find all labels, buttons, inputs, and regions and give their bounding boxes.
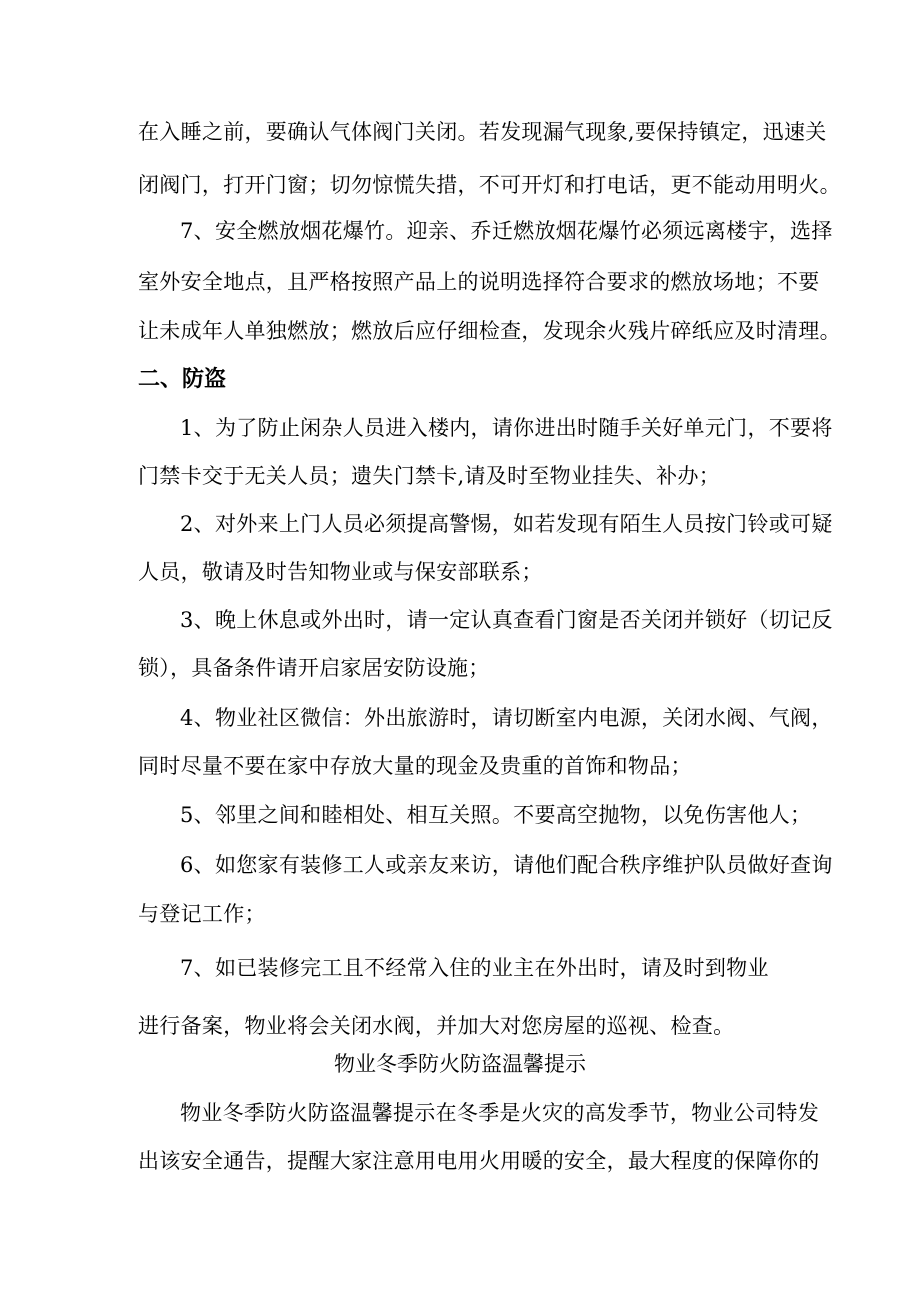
theft-item-1-line-1: 1、为了防止闲杂人员进入楼内，请你进出时随手关好单元门，不要将 <box>180 416 833 440</box>
fire-text-line-1: 在入睡之前，要确认气体阀门关闭。若发现漏气现象,要保持镇定，迅速关 <box>138 120 827 144</box>
notice-title: 物业冬季防火防盗温馨提示 <box>334 1052 586 1076</box>
notice-paragraph-line-1: 物业冬季防火防盗温馨提示在冬季是火灾的高发季节，物业公司特发 <box>180 1101 819 1125</box>
fire-text-line-2: 闭阀门，打开门窗；切勿惊慌失措，不可开灯和打电话，更不能动用明火。 <box>138 173 841 197</box>
notice-paragraph-line-2: 出该安全通告，提醒大家注意用电用火用暖的安全，最大程度的保障你的 <box>138 1149 820 1173</box>
theft-item-1-line-2: 门禁卡交于无关人员；遗失门禁卡,请及时至物业挂失、补办； <box>138 464 721 488</box>
theft-item-7-line-1: 7、如已装修完工且不经常入住的业主在外出时，请及时到物业 <box>180 956 769 980</box>
theft-section-heading: 二、防盗 <box>138 367 227 392</box>
fire-item-7-line-1: 7、安全燃放烟花爆竹。迎亲、乔迁燃放烟花爆竹必须远离楼宇，选择 <box>180 219 833 243</box>
theft-item-7-line-2: 进行备案，物业将会关闭水阀，并加大对您房屋的巡视、检查。 <box>138 1014 735 1038</box>
theft-item-2-line-1: 2、对外来上门人员必须提高警惕，如若发现有陌生人员按门铃或可疑 <box>180 512 833 536</box>
theft-item-2-line-2: 人员，敬请及时告知物业或与保安部联系； <box>138 560 543 584</box>
theft-item-5-line-1: 5、邻里之间和睦相处、相互关照。不要高空抛物，以免伤害他人； <box>180 803 812 827</box>
theft-item-4-line-2: 同时尽量不要在家中存放大量的现金及贵重的首饰和物品； <box>138 754 692 778</box>
theft-item-6-line-1: 6、如您家有装修工人或亲友来访，请他们配合秩序维护队员做好查询 <box>180 853 833 877</box>
theft-item-4-line-1: 4、物业社区微信：外出旅游时，请切断室内电源，关闭水阀、气阀， <box>180 706 833 730</box>
theft-item-3-line-2: 锁），具备条件请开启家居安防设施； <box>138 656 490 680</box>
fire-item-7-line-3: 让未成年人单独燃放；燃放后应仔细检查，发现余火残片碎纸应及时清理。 <box>138 319 841 343</box>
theft-item-6-line-2: 与登记工作； <box>138 902 266 926</box>
fire-item-7-line-2: 室外安全地点，且严格按照产品上的说明选择符合要求的燃放场地；不要 <box>138 270 820 294</box>
theft-item-3-line-1: 3、晚上休息或外出时，请一定认真查看门窗是否关闭并锁好（切记反 <box>180 608 833 632</box>
